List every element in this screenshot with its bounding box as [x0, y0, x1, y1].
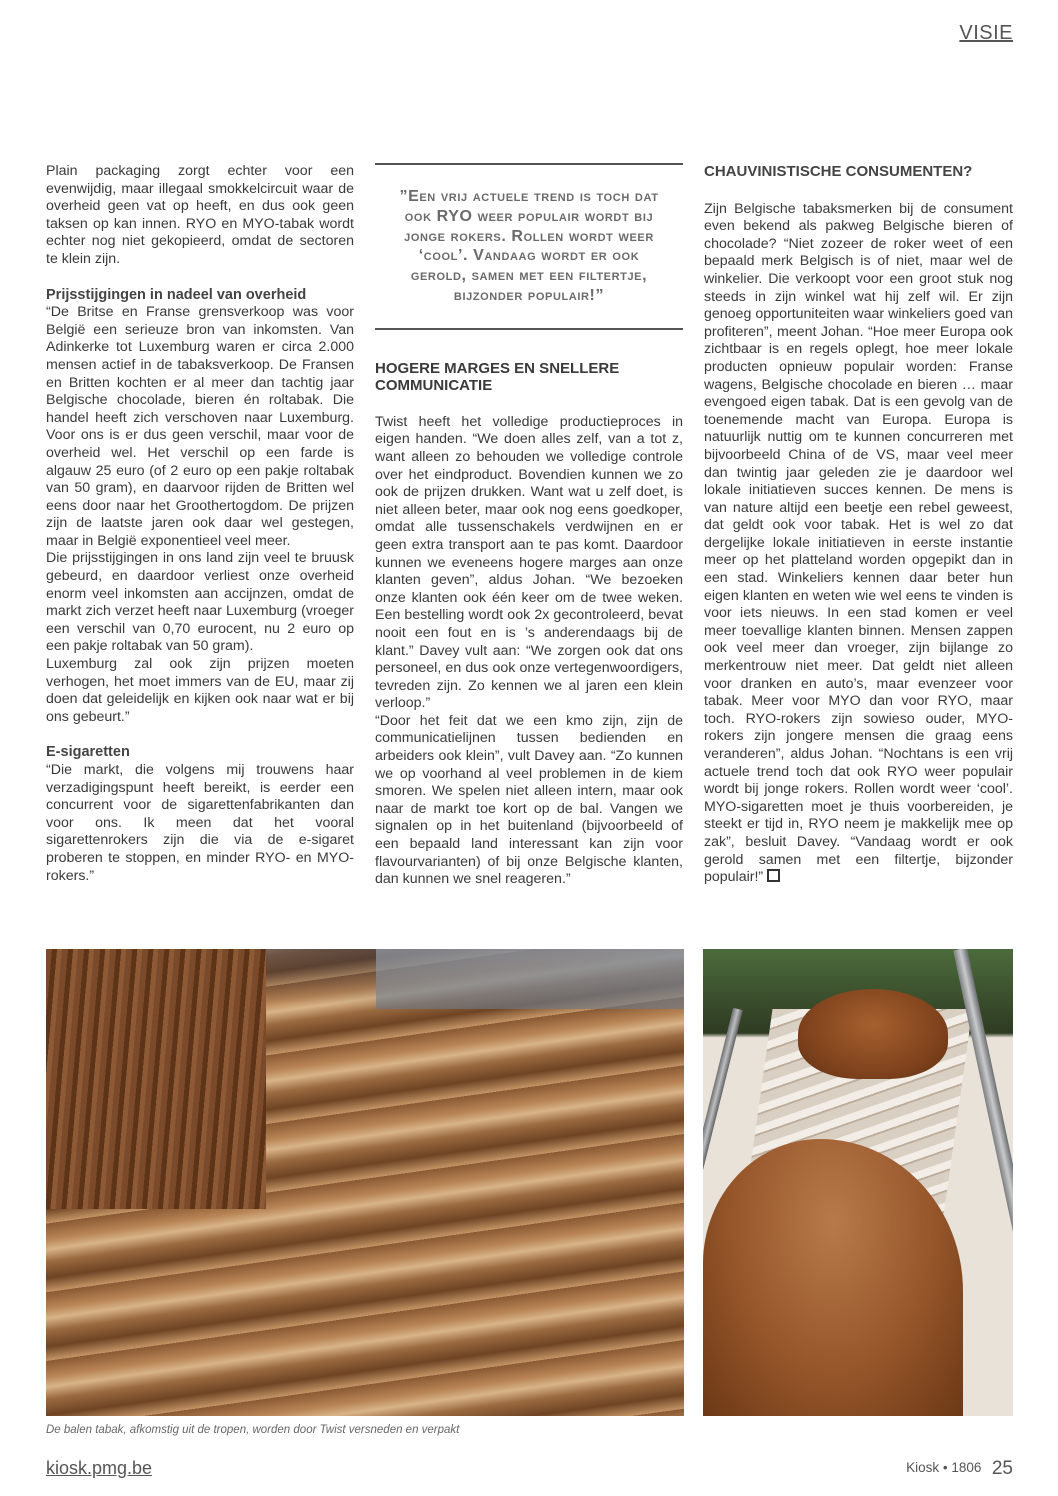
pull-quote: ”Een vrij actuele trend is toch dat ook RYO weer populair wordt bij jonge rokers. Rollen wordt weer ‘cool’. Vandaag wordt er ook gerold, samen met een filtertje, bijzonder populair!” — [375, 163, 683, 330]
paragraph: Luxemburg zal ook zijn prijzen moeten verhogen, het moet immers van de EU, maar zij doen dat geleidelijk en kijken ook naar wat er bij ons gebeurt.” — [46, 656, 354, 725]
tobacco-pile — [798, 989, 948, 1079]
paragraph: “Door het feit dat we een kmo zijn, zijn de communicatielijnen tussen bedienden en arbeiders ook klein”, vult Davey aan. “Zo kunnen we op voorhand al veel problemen in de kiem smoren. We spelen niet alleen intern, maar ook naar de markt toe kort op de bal. Vangen we signalen op in het buitenland (bijvoorbeeld of een bepaald land interessant kan zijn voor flavourvarianten) of bij onze Belgische klanten, dan kunnen we snel reageren.” — [375, 712, 683, 888]
subheading-hogere-marges: HOGERE MARGES EN SNELLERE COMMUNICATIE — [375, 359, 620, 394]
paragraph: Plain packaging zorgt echter voor een evenwijdig, maar illegaal smokkelcircuit waar de overheid geen vat op heeft, en dus ook geen taksen op kan innen. RYO en MYO-tabak wordt echter nog niet gekopieerd, omdat de sectoren te klein zijn. — [46, 163, 354, 267]
paragraph-text: Zijn Belgische tabaksmerken bij de consument even bekend als pakweg Belgische bieren of chocolade? “Niet zozeer de roker weet of een bepaald merk Belgisch is of niet, maar wel de winkelier. Die verkoopt voor een groot stuk nog steeds in zijn winkel wat hij zelf wil. Er zijn genoeg opportuniteiten waar winkeliers goed van profiteren”, meent Johan. “Hoe meer Europa ook zichtbaar is en regels oplegt, hoe meer lokale producten opnieuw populair worden: Franse wagens, Belgische chocolade en bieren … maar evengoed eigen tabak. Dat is een gevolg van de toenemende macht van Europa. Europa is natuurlijk nuttig om te kunnen concurreren met bijvoorbeeld China of de VS, maar veel meer dan twintig jaar geleden zie je daardoor wel lokale initiatieven succes kennen. De mens is van nature altijd een beetje een rebel geweest, dat geldt ook voor tabak. Het is wel zo dat dergelijke lokale initiatieven in eerste instantie meer op het platteland worden opgepikt dan in een stad. Winkeliers kennen daar beter hun eigen klanten en weten wie wel eens te vinden is voor iets nieuws. In een stad komen er veel meer toevallige klanten binnen. Mensen zappen ook veel meer dan vroeger, zijn bijlange zo merkentrouw niet meer. Dat geldt niet alleen voor dranken en auto’s, maar evenzeer voor tabak. Meer voor MYO dan voor RYO, maar toch. RYO-rokers zijn sowieso ouder, MYO-rokers zijn jongere mensen die graag eens veranderen”, aldus Johan. “Nochtans is een vrij actuele trend toch dat ook RYO weer populair wordt bij jonge rokers. Rollen wordt weer ‘cool’. MYO-sigaretten moet je thuis voorbereiden, je steekt er tijd in, RYO neem je makkelijk mee op zak”, besluit Davey. “Vandaag wordt er ook gerold samen met een filtertje, bijzonder populair!” — [704, 200, 1013, 886]
paragraph: “Die markt, die volgens mij trouwens haar verzadigingspunt heeft bereikt, is eerder een concurrent voor de sigarettenfabrikanten dan voor ons. Ik meen dat het vooral sigarettenrokers zijn die via de e-sigaret proberen te stoppen, en minder RYO- en MYO-rokers.” — [46, 762, 354, 884]
column-3 — [704, 163, 1013, 887]
bale-shape — [46, 949, 266, 1209]
paragraph: “De Britse en Franse grensverkoop was voor België een serieuze bron van inkomsten. Van Adinkerke tot Luxemburg waren er circa 2.000 mensen actief in de tabaksverkoop. De Fransen en Britten kochten er al meer dan tachtig jaar Belgische chocolade, bieren én roltabak. Die handel heeft zich verschoven naar Luxemburg. Voor ons is er dus geen verschil, maar voor de overheid wel. Het verschil op een farde is algauw 25 euro (of 2 euro op een pakje roltabak van 50 gram), en daarvoor rijden de Britten wel eens door naar het Groothertogdom. De prijzen zijn de laatste jaren ook daar wel gestegen, maar in België exponentieel veel meer. — [46, 304, 354, 549]
page-number: 25 — [991, 1458, 1013, 1479]
footer-info — [906, 1458, 1013, 1480]
column-2 — [375, 163, 683, 889]
section-label: VISIE — [959, 22, 1013, 44]
shelf-shape — [376, 949, 684, 1009]
paragraph: Twist heeft het volledige productieproces in eigen handen. “We doen alles zelf, van a tot z, want alleen zo behouden we volledige controle over het eindproduct. Bovendien kunnen we zo ook de prijzen drukken. Want wat u zelf doet, is niet alleen beter, maar ook nog eens goedkoper, omdat alle tussenschakels verdwijnen en er geen extra transport aan te pas komt. Daardoor kunnen we eveneens hogere marges aan onze klanten geven”, aldus Johan. “We bezoeken onze klanten ook één keer om de twee weken. Een bestelling wordt ook 2x gecontroleerd, bevat nooit een fout en is ’s anderendaags bij de klant.” Davey vult aan: “We zorgen ook dat ons personeel, en dus ook onze vertegenwoordigers, tevreden zijn. Zo kennen we al jaren een klein verloop.” — [375, 413, 683, 712]
subheading-e-sigaretten: E-sigaretten — [46, 744, 130, 761]
end-mark-icon — [767, 869, 780, 882]
subheading-prijsstijgingen: Prijsstijgingen in nadeel van overheid — [46, 286, 307, 303]
photo-tobacco-conveyor — [703, 949, 1013, 1416]
photo-caption: De balen tabak, afkomstig uit de tropen, worden door Twist versneden en verpakt — [46, 1424, 460, 1436]
magazine-issue: Kiosk • 1806 — [906, 1460, 982, 1475]
column-1 — [46, 163, 354, 885]
paragraph — [704, 201, 1013, 887]
footer-url[interactable]: kiosk.pmg.be — [46, 1458, 153, 1478]
paragraph: Die prijsstijgingen in ons land zijn veel te bruusk gebeurd, en daardoor verliest onze overheid enorm veel inkomsten aan accijnzen, omdat de markt zich verzet heeft naar Luxemburg (vroeger een verschil van 0,70 eurocent, nu 2 euro op een pakje roltabak van 50 gram). — [46, 550, 354, 655]
photo-tobacco-bales — [46, 949, 684, 1416]
subheading-chauvinistische: CHAUVINISTISCHE CONSUMENTEN? — [704, 163, 973, 180]
